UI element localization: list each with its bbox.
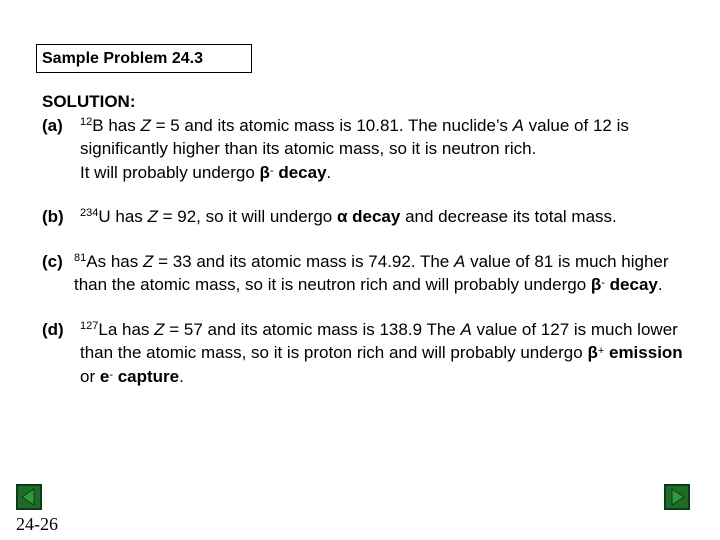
electron-symbol: e (99, 366, 110, 386)
triangle-left-icon (18, 486, 40, 508)
previous-slide-button[interactable] (16, 484, 42, 510)
text: has (103, 115, 141, 135)
text: and decrease its total mass. (400, 207, 617, 226)
z-variable: Z (142, 251, 154, 271)
decay-type: decay (604, 275, 658, 294)
text: has (106, 251, 143, 271)
a-variable: A (454, 251, 466, 271)
text: . (326, 162, 332, 182)
text: = 5 and its atomic mass is 10.81. The nuclide’s (150, 115, 513, 135)
text: = 92, so it will undergo (157, 207, 337, 226)
z-variable: Z (140, 115, 151, 135)
element-symbol: B (92, 115, 104, 135)
a-variable: A (460, 319, 472, 339)
part-a-label: (a) (42, 115, 63, 135)
text: value of 12 is significantly higher than its atomic mass, so it is neutron rich. (80, 115, 629, 158)
part-a (42, 114, 692, 185)
charge: + (597, 345, 605, 357)
element-symbol: U (98, 207, 111, 226)
decay-type: decay (273, 162, 327, 182)
text: It will probably undergo (80, 162, 260, 182)
mass-number: 81 (74, 251, 87, 264)
part-b (42, 205, 692, 229)
beta-symbol: β (587, 343, 598, 362)
a-variable: A (512, 115, 524, 135)
z-variable: Z (147, 207, 158, 226)
text: has (110, 207, 148, 226)
page-number: 24-26 (16, 514, 58, 534)
decay-type: α decay (336, 207, 401, 226)
text: = 33 and its atomic mass is 74.92. The (153, 251, 454, 271)
charge: - (269, 164, 274, 177)
solution-content (42, 90, 692, 388)
part-d-label: (d) (42, 319, 64, 339)
text: has (117, 319, 155, 339)
mass-number: 234 (80, 207, 99, 219)
text: . (179, 366, 184, 386)
text: = 57 and its atomic mass is 138.9 The (164, 319, 461, 339)
part-c (42, 250, 692, 297)
part-c-label: (c) (42, 251, 63, 271)
part-b-label: (b) (42, 207, 64, 226)
charge: - (601, 277, 605, 289)
part-c-text (74, 250, 692, 297)
solution-heading: SOLUTION: (42, 92, 136, 111)
capture-type: capture (112, 366, 180, 386)
next-slide-button[interactable] (664, 484, 690, 510)
part-d-text (80, 318, 692, 389)
part-d (42, 318, 692, 389)
text: value of 127 is much lower than the atomic mass, so it is proton rich and will probably undergo (80, 319, 678, 362)
z-variable: Z (154, 319, 165, 339)
part-b-text (80, 205, 692, 229)
element-symbol: La (98, 319, 118, 339)
triangle-right-icon (666, 486, 688, 508)
part-a-text (80, 114, 692, 185)
emission-type: emission (604, 343, 683, 362)
mass-number: 12 (80, 115, 93, 128)
text: . (657, 275, 663, 294)
mass-number: 127 (80, 319, 99, 332)
beta-symbol: β (590, 275, 602, 294)
charge: - (109, 368, 113, 381)
beta-symbol: β (259, 162, 270, 182)
text: value of 81 is much higher than the atomic mass, so it is neutron rich and will probably undergo (74, 251, 669, 294)
slide-title: Sample Problem 24.3 (36, 44, 252, 73)
element-symbol: As (86, 251, 107, 271)
text: or (80, 366, 100, 386)
